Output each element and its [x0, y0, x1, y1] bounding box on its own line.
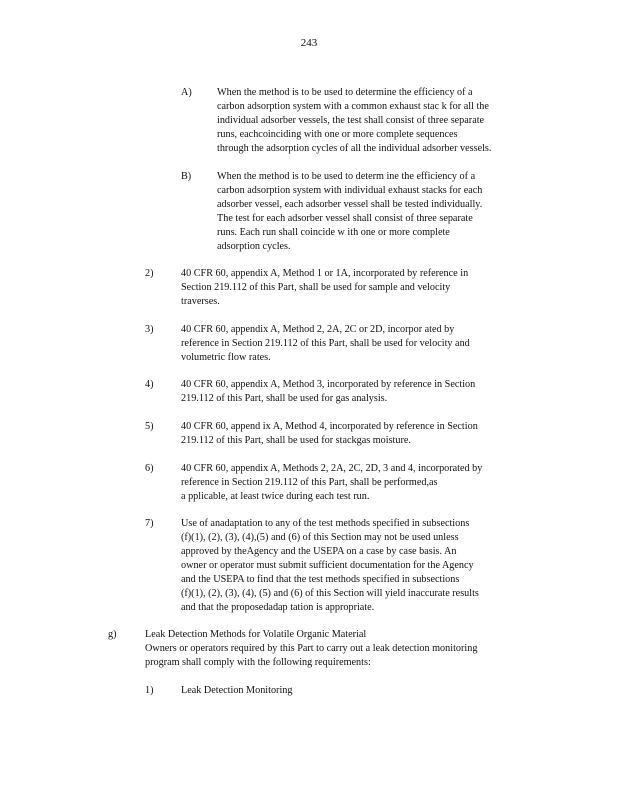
text-line: adsorber vessel, each adsorber vessel shall be tested individually.: [217, 199, 483, 210]
page-number: 243: [300, 37, 318, 49]
paragraph-4-marker: 4): [145, 379, 154, 390]
text-line: and the USEPA to find that the test methods specified in subsections: [181, 574, 460, 585]
section-g-item-1-text: [181, 684, 381, 698]
text-line: runs. Each run shall coincide w ith one or more complete: [217, 227, 450, 238]
text-line: 40 CFR 60, appendix A, Method 3, incorporated by reference in Section: [181, 379, 476, 390]
text-line: runs, eachcoinciding with one or more complete sequences: [217, 129, 458, 140]
section-g-item-1-marker: 1): [145, 685, 154, 696]
text-line: 40 CFR 60, appendix A, Methods 2, 2A, 2C, 2D, 3 and 4, incorporated by: [181, 463, 483, 474]
text-line: 219.112 of this Part, shall be used for stackgas moisture.: [181, 435, 411, 446]
text-line: carbon adsorption system with a common exhaust stac k for all the: [217, 101, 489, 112]
text-line: reference in Section 219.112 of this Part, shall be used for velocity and: [181, 338, 470, 349]
paragraph-3-text: [181, 323, 541, 365]
text-line: Section 219.112 of this Part, shall be used for sample and velocity: [181, 282, 451, 293]
text-line: through the adsorption cycles of all the individual adsorber vessels.: [217, 143, 492, 154]
text-line: When the method is to be used to determine the efficiency of a: [217, 87, 473, 98]
text-line: When the method is to be used to determ ine the efficiency of a: [217, 171, 476, 182]
text-line: owner or operator must submit sufficient documentation for the Agency: [181, 560, 474, 571]
text-line: individual adsorber vessels, the test shall consist of three separate: [217, 115, 485, 126]
text-line: 40 CFR 60, append ix A, Method 4, incorporated by reference in Section: [181, 421, 478, 432]
paragraph-2-marker: 2): [145, 268, 154, 279]
subsection-b-text: [217, 170, 535, 254]
text-line: adsorption cycles.: [217, 241, 291, 252]
paragraph-7-marker: 7): [145, 518, 154, 529]
subsection-a-marker: A): [181, 87, 192, 98]
paragraph-4-text: [181, 378, 541, 406]
section-g-text: [145, 628, 545, 670]
text-line: The test for each adsorber vessel shall consist of three separate: [217, 213, 473, 224]
text-line: traverses.: [181, 296, 220, 307]
leak-detection-monitoring-heading: Leak Detection Monitoring: [181, 685, 293, 696]
section-g-marker: g): [108, 629, 117, 640]
paragraph-7-text: [181, 517, 541, 615]
text-line: 219.112 of this Part, shall be used for gas analysis.: [181, 393, 388, 404]
subsection-a-text: [217, 86, 535, 156]
text-line: Owners or operators required by this Part to carry out a leak detection monitoring: [145, 643, 478, 654]
text-line: approved by theAgency and the USEPA on a case by case basis. An: [181, 546, 457, 557]
paragraph-2-text: [181, 267, 541, 309]
text-line: reference in Section 219.112 of this Part, shall be performed,as: [181, 477, 438, 488]
paragraph-6-marker: 6): [145, 463, 154, 474]
text-line: and that the proposedadap tation is appropriate.: [181, 602, 375, 613]
text-line: volumetric flow rates.: [181, 352, 271, 363]
text-line: (f)(1), (2), (3), (4),(5) and (6) of this Section may not be used unless: [181, 532, 459, 543]
text-line: (f)(1), (2), (3), (4), (5) and (6) of this Section will yield inaccurate results: [181, 588, 479, 599]
paragraph-5-marker: 5): [145, 421, 154, 432]
subsection-b-marker: B): [181, 171, 192, 182]
paragraph-3-marker: 3): [145, 324, 154, 335]
text-line: a pplicable, at least twice during each test run.: [181, 491, 370, 502]
paragraph-5-text: [181, 420, 541, 448]
section-g-heading: Leak Detection Methods for Volatile Organic Material: [145, 629, 367, 640]
text-line: 40 CFR 60, appendix A, Method 2, 2A, 2C or 2D, incorpor ated by: [181, 324, 455, 335]
text-line: 40 CFR 60, appendix A, Method 1 or 1A, incorporated by reference in: [181, 268, 469, 279]
text-line: program shall comply with the following requirements:: [145, 657, 371, 668]
paragraph-6-text: [181, 462, 545, 504]
text-line: Use of anadaptation to any of the test methods specified in subsections: [181, 518, 470, 529]
text-line: carbon adsorption system with individual exhaust stacks for each: [217, 185, 483, 196]
